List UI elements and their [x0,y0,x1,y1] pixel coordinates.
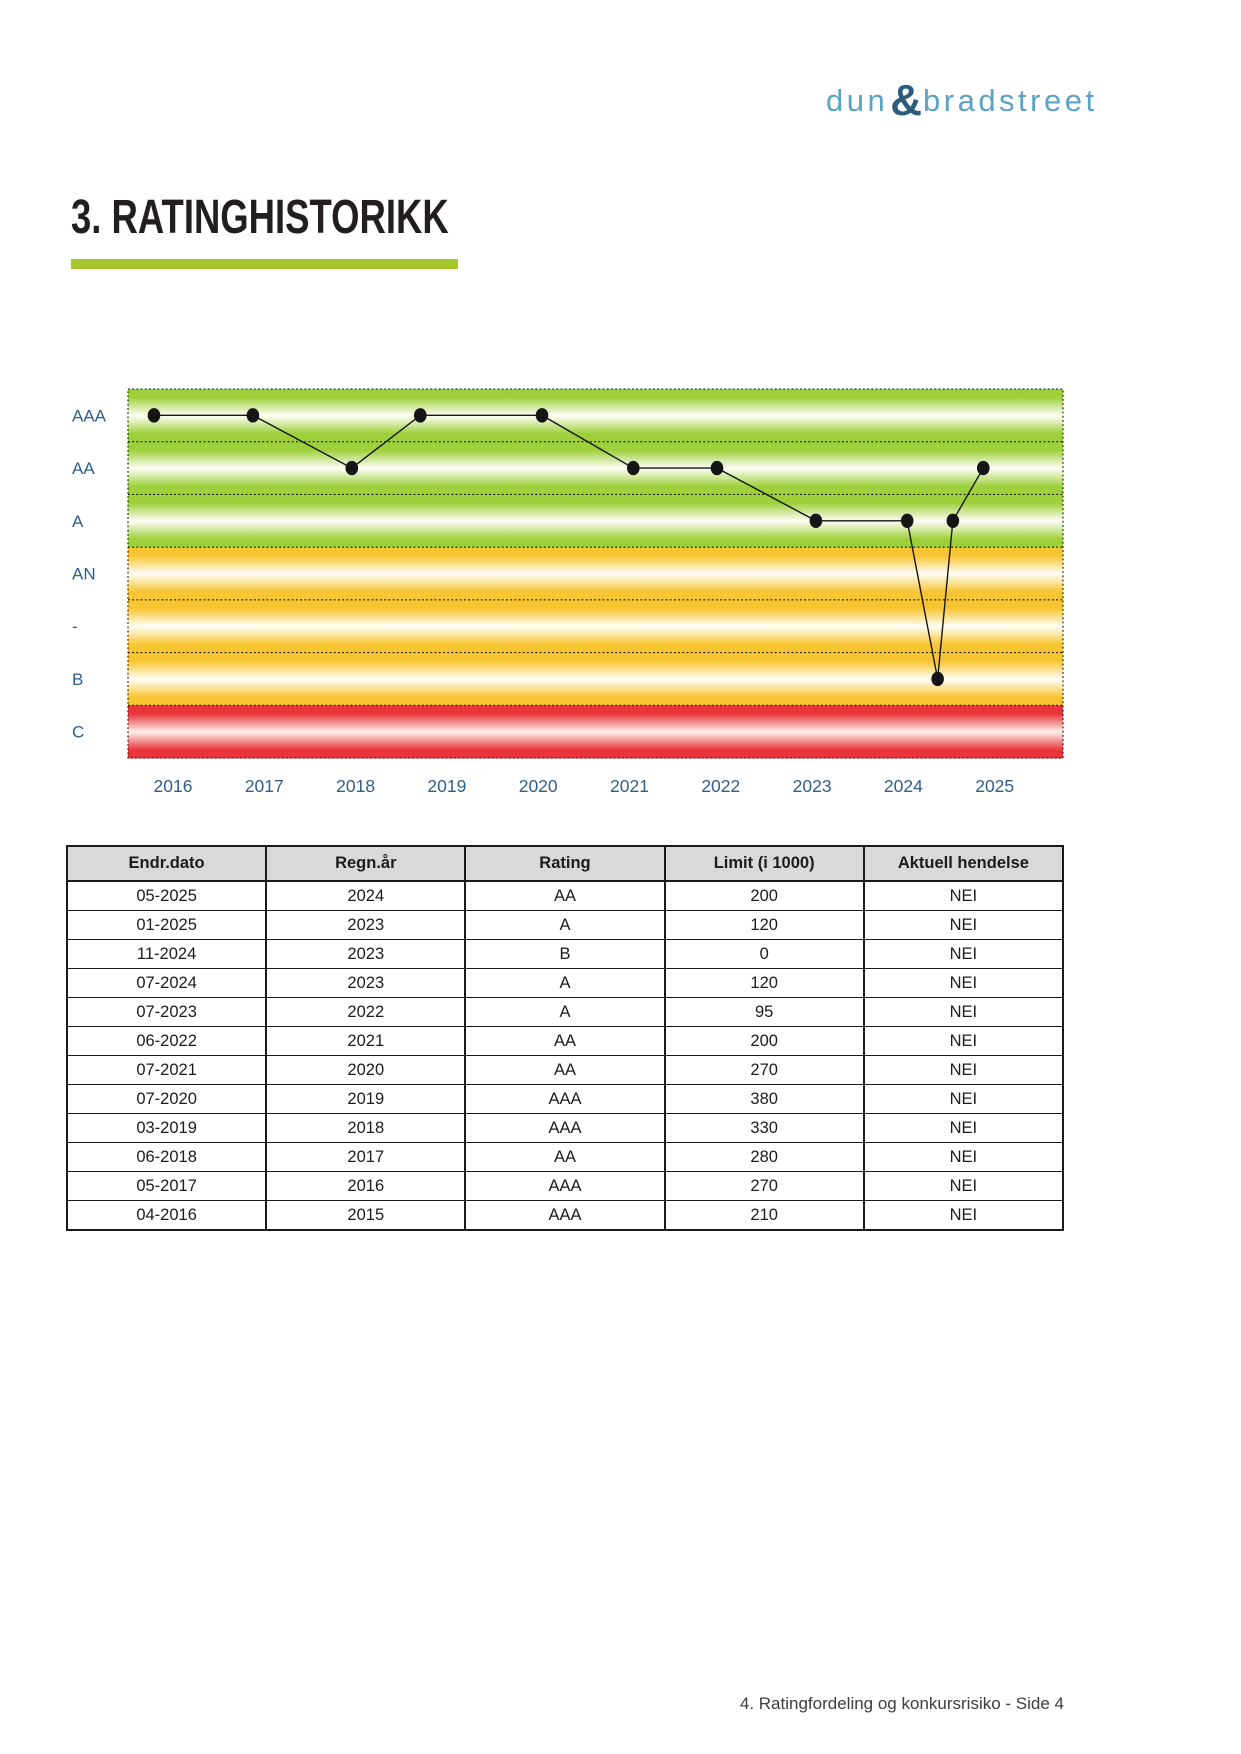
table-row [67,1172,1063,1201]
table-cell: 06-2018 [67,1143,266,1172]
table-cell: 07-2024 [67,969,266,998]
table-row [67,1056,1063,1085]
table-cell: NEI [864,998,1063,1027]
table-cell: 2022 [266,998,465,1027]
rating-point [947,514,960,528]
page-title: 3. RATINGHISTORIKK [71,191,449,244]
table-cell: 2016 [266,1172,465,1201]
chart-band-AAA [128,389,1063,442]
table-cell: 120 [665,969,864,998]
x-axis-label-2017: 2017 [244,776,284,796]
table-cell: 2015 [266,1201,465,1231]
table-row [67,1114,1063,1143]
table-cell: NEI [864,1143,1063,1172]
table-cell: 120 [665,911,864,940]
table-row [67,1201,1063,1231]
rating-point [536,408,549,422]
y-axis-label-C: C [72,722,85,742]
chart-band-AN [128,547,1063,600]
x-axis-label-2016: 2016 [153,776,193,796]
table-cell: 07-2023 [67,998,266,1027]
x-axis-label-2018: 2018 [336,776,376,796]
table-cell: 330 [665,1114,864,1143]
table-cell: 270 [665,1172,864,1201]
rating-point [345,461,358,475]
x-axis-label-2019: 2019 [427,776,467,796]
table-cell: 2019 [266,1085,465,1114]
table-cell: NEI [864,1172,1063,1201]
table-cell: NEI [864,940,1063,969]
x-axis-label-2022: 2022 [701,776,741,796]
x-axis-label-2024: 2024 [883,776,923,796]
rating-point [711,461,724,475]
chart-band-C [128,705,1063,758]
logo-dun-text: dun [826,83,889,118]
table-row [67,969,1063,998]
table-cell: NEI [864,969,1063,998]
table-row [67,1085,1063,1114]
title-underline [71,259,458,269]
table-cell: A [465,998,664,1027]
table-cell: 03-2019 [67,1114,266,1143]
table-cell: 01-2025 [67,911,266,940]
rating-history-table [66,845,1064,1231]
x-axis-label-2025: 2025 [975,776,1015,796]
table-cell: 2020 [266,1056,465,1085]
table-cell: NEI [864,1085,1063,1114]
table-cell: 210 [665,1201,864,1231]
logo-bradstreet-text: bradstreet [923,83,1098,118]
table-cell: 2023 [266,969,465,998]
y-axis-label-AA: AA [72,459,95,479]
table-cell: 200 [665,881,864,911]
table-cell: 280 [665,1143,864,1172]
rating-point [931,672,944,686]
rating-point [148,408,161,422]
table-cell: 04-2016 [67,1201,266,1231]
table-cell: 2018 [266,1114,465,1143]
table-cell: 07-2021 [67,1056,266,1085]
table-cell: AAA [465,1201,664,1231]
y-axis-label-AAA: AAA [72,406,107,426]
y-axis-label-dash: - [72,617,78,637]
table-header-cell: Aktuell hendelse [864,846,1063,881]
table-row [67,998,1063,1027]
table-cell: NEI [864,1027,1063,1056]
table-header-cell: Rating [465,846,664,881]
rating-history-chart [0,340,1241,810]
page-footer: 4. Ratingfordeling og konkursrisiko - Side 4 [739,1694,1064,1713]
table-header-cell: Endr.dato [67,846,266,881]
table-cell: NEI [864,911,1063,940]
x-axis-label-2020: 2020 [518,776,558,796]
table-header-cell: Limit (i 1000) [665,846,864,881]
table-cell: 07-2020 [67,1085,266,1114]
table-cell: 0 [665,940,864,969]
table-cell: 05-2025 [67,881,266,911]
table-row [67,1143,1063,1172]
x-axis-label-2021: 2021 [610,776,649,796]
rating-point [627,461,640,475]
logo-ampersand-icon: & [890,76,923,125]
table-cell: 11-2024 [67,940,266,969]
table-cell: 2023 [266,940,465,969]
table-cell: A [465,911,664,940]
table-cell: NEI [864,881,1063,911]
table-cell: AAA [465,1172,664,1201]
rating-point [414,408,427,422]
table-cell: 06-2022 [67,1027,266,1056]
table-cell: AAA [465,1114,664,1143]
table-header-row [67,846,1063,881]
table-cell: AA [465,1027,664,1056]
table-cell: AA [465,881,664,911]
table-cell: 2023 [266,911,465,940]
rating-point [247,408,260,422]
table-cell: 200 [665,1027,864,1056]
table-cell: NEI [864,1201,1063,1231]
y-axis-label-A: A [72,511,84,531]
table-cell: A [465,969,664,998]
table-cell: 2024 [266,881,465,911]
rating-point [810,514,823,528]
rating-history-chart-svg [0,340,1241,810]
table-cell: 2021 [266,1027,465,1056]
table-row [67,940,1063,969]
chart-band-A [128,494,1063,547]
table-row [67,881,1063,911]
x-axis-label-2023: 2023 [792,776,832,796]
table-row [67,911,1063,940]
y-axis-label-AN: AN [72,564,96,584]
table-cell: AAA [465,1085,664,1114]
table-cell: NEI [864,1114,1063,1143]
table-header-cell: Regn.år [266,846,465,881]
table-row [67,1027,1063,1056]
table-cell: 05-2017 [67,1172,266,1201]
table-cell: AA [465,1143,664,1172]
chart-band-AA [128,442,1063,495]
chart-band-dash [128,600,1063,653]
chart-band-B [128,653,1063,706]
table-cell: NEI [864,1056,1063,1085]
y-axis-label-B: B [72,669,84,689]
rating-point [977,461,990,475]
table-cell: 270 [665,1056,864,1085]
table-cell: B [465,940,664,969]
table-cell: 2017 [266,1143,465,1172]
table-cell: 380 [665,1085,864,1114]
table-cell: 95 [665,998,864,1027]
dnb-logo [826,72,1098,125]
rating-point [901,514,914,528]
table-cell: AA [465,1056,664,1085]
